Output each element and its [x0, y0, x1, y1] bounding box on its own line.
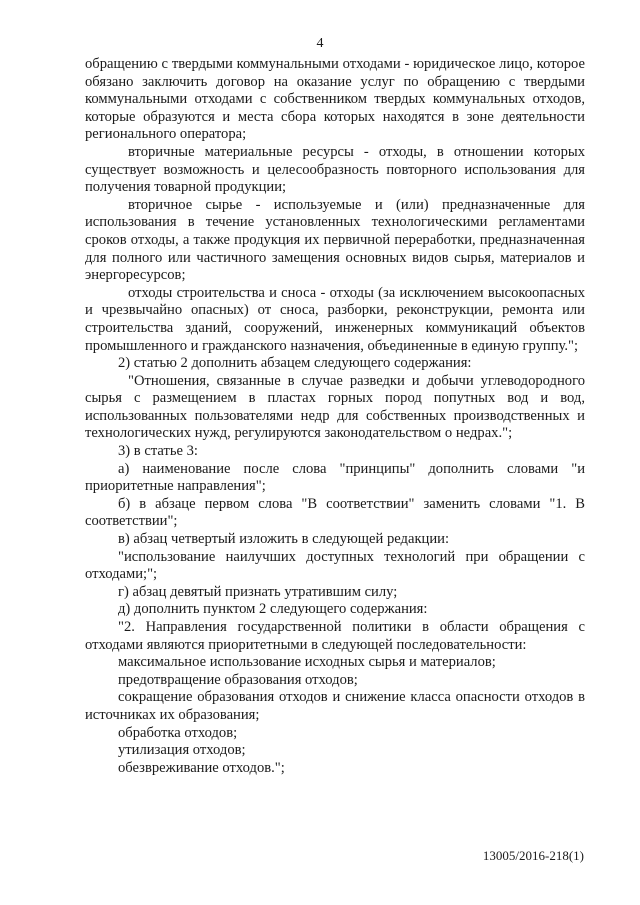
paragraph: обращению с твердыми коммунальными отходами - юридическое лицо, которое обязано заключить договор на оказание услуг по обращению с твердыми коммунальными отходами с собственником твердых коммунальных отходов, которые образуются и места сбора которых находятся в зоне деятельности регионального оператора; [85, 56, 585, 143]
paragraph: максимальное использование исходных сырья и материалов; [118, 654, 496, 671]
paragraph: обезвреживание отходов."; [118, 759, 285, 776]
paragraph: д) дополнить пунктом 2 следующего содержания: [118, 601, 428, 618]
paragraph: отходы строительства и сноса - отходы (за исключением высокоопасных и чрезвычайно опасных) от сноса, разборки, реконструкции, ремонта или строительства зданий, сооружений, инженерных коммуникаций объектов промышленного и гражданского назначения, объединенные в единую группу."; [85, 284, 585, 354]
paragraph: 2) статью 2 дополнить абзацем следующего содержания: [118, 355, 472, 372]
page-number: 4 [316, 36, 324, 51]
paragraph: "Отношения, связанные в случае разведки и добычи углеводородного сырья с размещением в пластах горных пород попутных вод и вод, использованных пользователями недр для собственных производственных и технологических нужд, регулируются законодательством о недрах."; [85, 372, 585, 442]
paragraph: в) абзац четвертый изложить в следующей редакции: [118, 531, 450, 548]
paragraph: вторичное сырье - используемые и (или) предназначенные для использования в течение установленных технологическими регламентами сроков отходы, а также продукция их первичной переработки, предназначенная для полного или частичного замещения основных видов сырья, материалов и энергоресурсов; [85, 196, 585, 284]
document-code: 13005/2016-218(1) [482, 848, 584, 863]
paragraph: сокращение образования отходов и снижение класса опасности отходов в источниках их образования; [85, 689, 585, 723]
paragraph: предотвращение образования отходов; [118, 671, 358, 688]
paragraph: "использование наилучших доступных технологий при обращении с отходами;"; [85, 548, 585, 583]
paragraph: а) наименование после слова "принципы" дополнить словами "и приоритетные направления"; [85, 460, 585, 495]
paragraph: обработка отходов; [118, 724, 238, 741]
paragraph: "2. Направления государственной политики в области обращения с отходами являются приоритетными в следующей последовательности: [85, 619, 585, 653]
paragraph: б) в абзаце первом слова "В соответствии" заменить словами "1. В соответствии"; [85, 495, 585, 530]
paragraph: г) абзац девятый признать утратившим силу; [118, 583, 398, 600]
paragraph: вторичные материальные ресурсы - отходы, в отношении которых существует возможность и целесообразность повторного использования для получения товарной продукции; [85, 143, 585, 196]
paragraph: 3) в статье 3: [118, 443, 198, 460]
paragraph: утилизация отходов; [118, 742, 246, 759]
document-body [85, 56, 585, 777]
